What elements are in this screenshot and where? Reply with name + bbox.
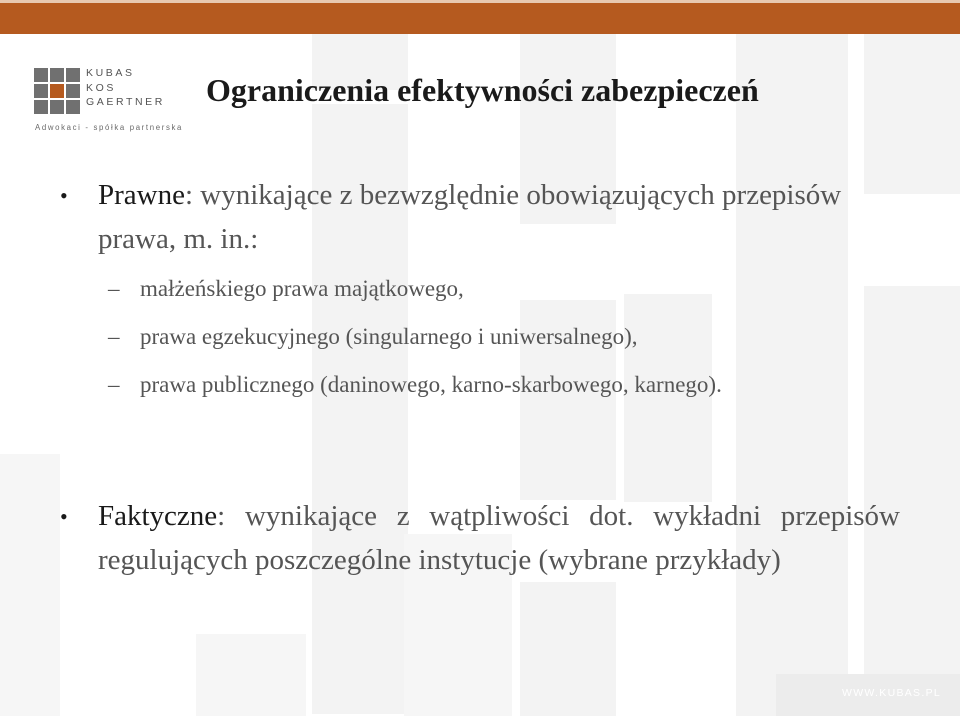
- top-bar-fill: [0, 3, 960, 34]
- logo-line-kos: KOS: [86, 81, 116, 94]
- logo-square: [50, 68, 64, 82]
- sublist-item-text: prawa publicznego (daninowego, karno-skarbowego, karnego).: [140, 372, 722, 397]
- dash-icon: –: [108, 324, 120, 349]
- logo-square: [66, 100, 80, 114]
- logo-subtitle: Adwokaci - spółka partnerska: [35, 123, 184, 132]
- sublist-item: [108, 321, 828, 352]
- logo-line-gaertner: GAERTNER: [86, 96, 165, 108]
- logo-square-accent: [50, 84, 64, 98]
- bullet-factual-rest: : wynikające z wątpliwości dot. wykładni przepisów regulujących poszczególne instytucje (wybrane przykłady): [98, 500, 900, 576]
- logo-line-kubas: KUBAS: [86, 67, 135, 79]
- logo-square: [66, 84, 80, 98]
- bg-square: [196, 634, 306, 716]
- sublist-item-text: prawa egzekucyjnego (singularnego i uniwersalnego),: [140, 324, 638, 349]
- bullet-factual-lead: Faktyczne: [98, 500, 218, 532]
- slide-title: Ograniczenia efektywności zabezpieczeń: [206, 72, 759, 108]
- top-bar-line: [0, 0, 960, 3]
- footer-url: WWW.KUBAS.PL: [842, 687, 942, 699]
- bullet-factual: [60, 494, 900, 582]
- bg-square: [864, 34, 960, 194]
- bullet-dot-icon: •: [60, 183, 68, 208]
- bullet-dot-icon: •: [60, 504, 68, 529]
- bullet-legal-lead: Prawne: [98, 179, 185, 211]
- top-accent-bar: [0, 0, 960, 34]
- bg-square: [520, 582, 616, 716]
- dash-icon: –: [108, 276, 120, 301]
- bullet-factual-text: [98, 494, 900, 582]
- bullet-legal-rest: : wynikające z bezwzględnie obowiązujących przepisów prawa, m. in.:: [98, 179, 842, 255]
- logo-square: [50, 100, 64, 114]
- sublist-item-text: małżeńskiego prawa majątkowego,: [140, 276, 464, 301]
- dash-icon: –: [108, 372, 120, 397]
- logo-square: [34, 84, 48, 98]
- legal-sublist: [108, 273, 828, 417]
- logo-square: [34, 100, 48, 114]
- bullet-legal-text: [98, 173, 900, 261]
- bullet-legal: [60, 173, 900, 261]
- logo-square: [66, 68, 80, 82]
- logo-square: [34, 68, 48, 82]
- sublist-item: [108, 369, 828, 400]
- sublist-item: [108, 273, 828, 304]
- logo-wordmark: [86, 66, 165, 110]
- bg-square: [0, 454, 60, 716]
